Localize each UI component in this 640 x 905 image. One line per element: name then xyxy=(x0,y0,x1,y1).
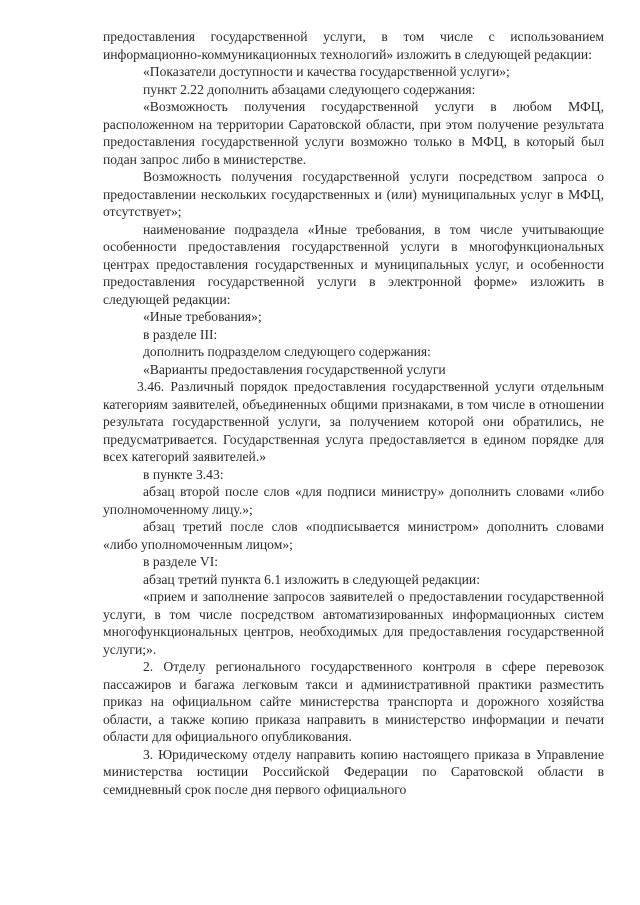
paragraph-point-6-1: абзац третий пункта 6.1 изложить в следующей редакции: xyxy=(143,571,480,587)
paragraph-add-subsection: дополнить подразделом следующего содержания: xyxy=(143,344,431,359)
document-page xyxy=(103,28,604,798)
paragraph-multiple-services: Возможность получения государственной услуги посредством запроса о предоставлении нескольких государственных и (или) муниципальных услуг в МФЦ, отсутствует»; xyxy=(103,169,604,219)
paragraph-item-2: 2. Отделу регионального государственного контроля в сфере перевозок пассажиров и багажа легковым такси и административной практики разместить приказ на официальном сайте министерства транспорта и дорожного хозяйства области, а также копию приказа направить в министерство информации и печати области для официального опубликования. xyxy=(103,659,604,744)
paragraph-item-3: 3. Юридическому отделу направить копию настоящего приказа в Управление министерства юстиции Российской Федерации по Саратовской области в семидневный срок после дня первого официального xyxy=(103,746,604,797)
paragraph-requests-reception: «прием и заполнение запросов заявителей о предоставлении государственной услуги, в том числе посредством автоматизированных информационных систем многофункциональных центров, необходимых для предоставления государственной услуги;». xyxy=(103,589,604,657)
paragraph-section-6: в разделе VI: xyxy=(143,554,219,569)
paragraph-section-3: в разделе III: xyxy=(143,326,218,342)
paragraph-second-abzac: абзац второй после слов «для подписи министру» дополнить словами «либо уполномоченному лицу.»; xyxy=(103,484,604,517)
paragraph-point-3-43: в пункте 3.43: xyxy=(143,466,224,482)
paragraph-other-requirements: «Иные требования»; xyxy=(143,309,262,324)
paragraph-point-2-22: пункт 2.22 дополнить абзацами следующего содержания: xyxy=(143,81,476,97)
paragraph-intro-continuation: предоставления государственной услуги, в том числе с использованием информационно-коммуникационных технологий» изложить в следующей редакции: xyxy=(103,29,604,62)
paragraph-third-abzac: абзац третий после слов «подписывается министром» дополнить словами «либо уполномоченным лицом»; xyxy=(103,519,604,552)
paragraph-new-heading-quote: «Показатели доступности и качества государственной услуги»; xyxy=(143,64,510,79)
paragraph-variants-heading: «Варианты предоставления государственной услуги xyxy=(143,361,446,377)
paragraph-subsection-name: наименование подраздела «Иные требования, в том числе учитывающие особенности предоставления государственной услуги в многофункциональных центрах предоставления государственных и муниципальных услуг, и особенности предоставления государственной услуги в электронной форме» изложить в следующей редакции: xyxy=(103,221,604,307)
paragraph-mfc-possibility: «Возможность получения государственной услуги в любом МФЦ, расположенном на территории Саратовской области, при этом получение результата предоставления государственной услуги возможно только в МФЦ, в который был подан запрос либо в министерстве. xyxy=(103,99,604,167)
paragraph-3-46: 3.46. Различный порядок предоставления государственной услуги отдельным категориям заявителей, объединенных общими признаками, в том числе в отношении результата государственной услуги, за получением которой они обратились, не предусматривается. Государственная услуга предоставляется в едином порядке для всех категорий заявителей.» xyxy=(103,379,604,464)
